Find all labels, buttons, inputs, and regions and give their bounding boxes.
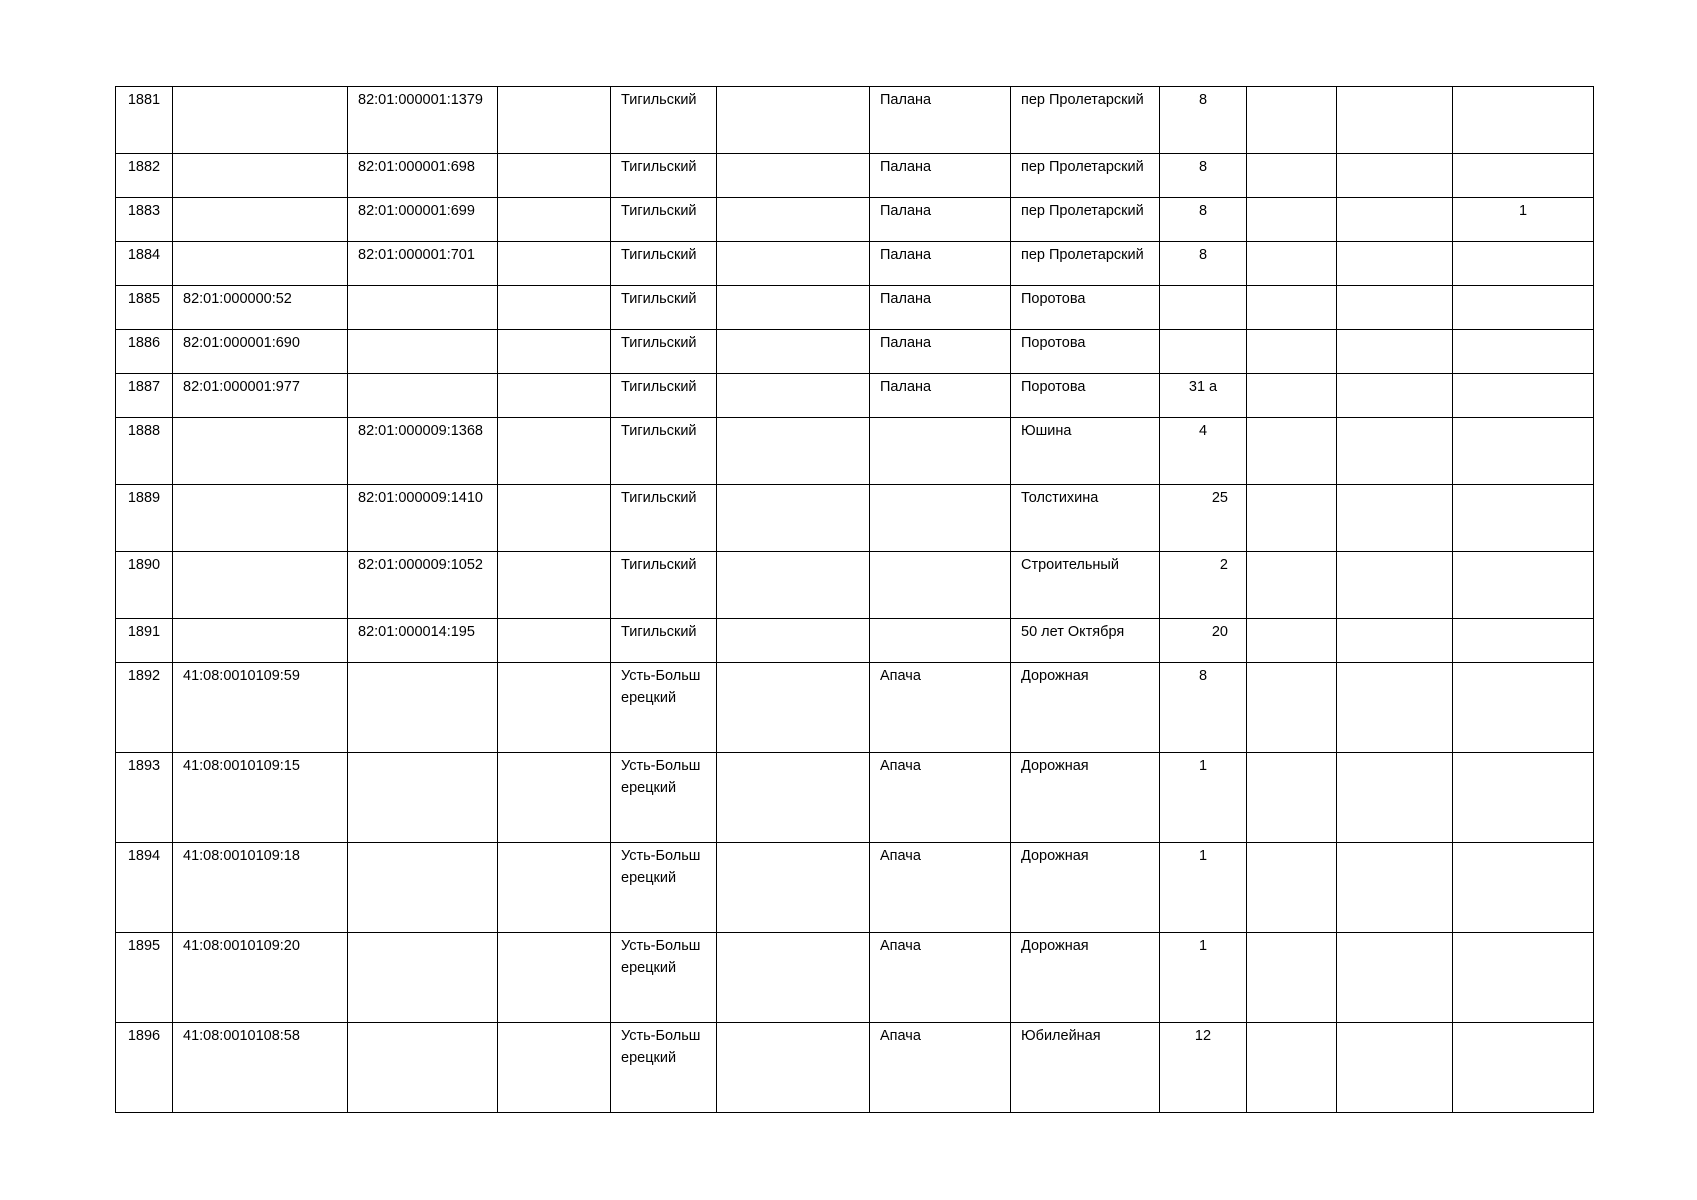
table-row [116,374,1594,418]
register-table [115,86,1594,1113]
district-cell: Тигильский [611,552,717,619]
district-cell: Тигильский [611,485,717,552]
settlement-cell: Апача [870,843,1011,933]
district-cell: Тигильский [611,198,717,242]
building-cadastral-number-cell: 82:01:000009:1410 [348,485,498,552]
extra-value-cell [1453,154,1594,198]
empty-cell [498,552,611,619]
empty-cell [1247,619,1337,663]
empty-cell [717,663,870,753]
empty-cell [1337,87,1453,154]
empty-cell [498,198,611,242]
table-row [116,154,1594,198]
extra-value-cell [1453,286,1594,330]
row-number-cell: 1884 [116,242,173,286]
table-row [116,330,1594,374]
district-cell: Тигильский [611,374,717,418]
cadastral-number-cell: 82:01:000001:977 [173,374,348,418]
empty-cell [717,242,870,286]
building-cadastral-number-cell: 82:01:000014:195 [348,619,498,663]
house-number-cell: 31 а [1160,374,1247,418]
empty-cell [498,933,611,1023]
table-row [116,619,1594,663]
district-cell: Тигильский [611,87,717,154]
settlement-cell: Апача [870,753,1011,843]
house-number-cell: 1 [1160,933,1247,1023]
empty-cell [498,418,611,485]
district-cell: Тигильский [611,619,717,663]
street-cell: пер Пролетарский [1011,242,1160,286]
row-number-cell: 1887 [116,374,173,418]
house-number-cell: 20 [1160,619,1247,663]
building-cadastral-number-cell: 82:01:000001:699 [348,198,498,242]
cadastral-number-cell [173,87,348,154]
house-number-cell: 8 [1160,242,1247,286]
empty-cell [1247,418,1337,485]
building-cadastral-number-cell [348,330,498,374]
settlement-cell: Апача [870,663,1011,753]
extra-value-cell [1453,1023,1594,1113]
row-number-cell: 1882 [116,154,173,198]
empty-cell [717,753,870,843]
empty-cell [717,87,870,154]
district-cell: Тигильский [611,154,717,198]
street-cell: Толстихина [1011,485,1160,552]
settlement-cell: Палана [870,154,1011,198]
row-number-cell: 1885 [116,286,173,330]
empty-cell [498,87,611,154]
extra-value-cell [1453,843,1594,933]
house-number-cell: 12 [1160,1023,1247,1113]
building-cadastral-number-cell [348,753,498,843]
empty-cell [498,374,611,418]
empty-cell [717,198,870,242]
building-cadastral-number-cell: 82:01:000009:1052 [348,552,498,619]
empty-cell [717,330,870,374]
extra-value-cell [1453,753,1594,843]
empty-cell [1337,374,1453,418]
table-row [116,198,1594,242]
empty-cell [1247,374,1337,418]
house-number-cell: 1 [1160,753,1247,843]
settlement-cell: Палана [870,87,1011,154]
row-number-cell: 1881 [116,87,173,154]
table-row [116,418,1594,485]
settlement-cell [870,418,1011,485]
table-row [116,753,1594,843]
district-cell: Усть-Большерецкий [611,843,717,933]
cadastral-number-cell: 41:08:0010109:59 [173,663,348,753]
empty-cell [1247,753,1337,843]
empty-cell [1337,552,1453,619]
building-cadastral-number-cell [348,286,498,330]
row-number-cell: 1893 [116,753,173,843]
district-cell: Тигильский [611,242,717,286]
extra-value-cell [1453,663,1594,753]
settlement-cell: Палана [870,242,1011,286]
row-number-cell: 1895 [116,933,173,1023]
cadastral-number-cell [173,418,348,485]
house-number-cell: 1 [1160,843,1247,933]
cadastral-number-cell: 82:01:000000:52 [173,286,348,330]
street-cell: Поротова [1011,286,1160,330]
building-cadastral-number-cell: 82:01:000001:701 [348,242,498,286]
extra-value-cell [1453,552,1594,619]
empty-cell [1247,154,1337,198]
table-row [116,933,1594,1023]
street-cell: Строительный [1011,552,1160,619]
settlement-cell [870,552,1011,619]
row-number-cell: 1892 [116,663,173,753]
row-number-cell: 1896 [116,1023,173,1113]
empty-cell [1337,933,1453,1023]
empty-cell [717,485,870,552]
cadastral-number-cell [173,154,348,198]
empty-cell [717,418,870,485]
table-row [116,843,1594,933]
building-cadastral-number-cell [348,933,498,1023]
building-cadastral-number-cell [348,843,498,933]
extra-value-cell [1453,619,1594,663]
settlement-cell: Апача [870,933,1011,1023]
table-row [116,663,1594,753]
empty-cell [498,242,611,286]
cadastral-number-cell [173,485,348,552]
row-number-cell: 1886 [116,330,173,374]
house-number-cell: 2 [1160,552,1247,619]
empty-cell [1337,663,1453,753]
cadastral-number-cell: 82:01:000001:690 [173,330,348,374]
empty-cell [1337,485,1453,552]
house-number-cell: 4 [1160,418,1247,485]
building-cadastral-number-cell [348,1023,498,1113]
extra-value-cell [1453,933,1594,1023]
settlement-cell [870,485,1011,552]
row-number-cell: 1888 [116,418,173,485]
cadastral-number-cell [173,242,348,286]
table-row [116,242,1594,286]
empty-cell [1247,87,1337,154]
district-cell: Усть-Большерецкий [611,753,717,843]
cadastral-number-cell: 41:08:0010109:15 [173,753,348,843]
row-number-cell: 1883 [116,198,173,242]
street-cell: Дорожная [1011,753,1160,843]
empty-cell [1337,418,1453,485]
empty-cell [498,1023,611,1113]
empty-cell [1247,242,1337,286]
empty-cell [1337,753,1453,843]
settlement-cell: Палана [870,286,1011,330]
empty-cell [1337,330,1453,374]
cadastral-number-cell: 41:08:0010109:20 [173,933,348,1023]
district-cell: Усть-Большерецкий [611,663,717,753]
table-row [116,552,1594,619]
empty-cell [1247,933,1337,1023]
building-cadastral-number-cell: 82:01:000001:698 [348,154,498,198]
empty-cell [498,753,611,843]
building-cadastral-number-cell [348,663,498,753]
district-cell: Тигильский [611,330,717,374]
street-cell: Поротова [1011,374,1160,418]
empty-cell [1247,286,1337,330]
building-cadastral-number-cell: 82:01:000001:1379 [348,87,498,154]
settlement-cell: Апача [870,1023,1011,1113]
street-cell: Дорожная [1011,843,1160,933]
street-cell: Юбилейная [1011,1023,1160,1113]
house-number-cell: 25 [1160,485,1247,552]
table-body [116,87,1594,1113]
street-cell: Поротова [1011,330,1160,374]
empty-cell [1247,485,1337,552]
district-cell: Усть-Большерецкий [611,933,717,1023]
table-row [116,1023,1594,1113]
cadastral-number-cell: 41:08:0010108:58 [173,1023,348,1113]
empty-cell [1247,843,1337,933]
empty-cell [1247,663,1337,753]
empty-cell [1337,843,1453,933]
empty-cell [498,330,611,374]
empty-cell [1247,1023,1337,1113]
table-row [116,87,1594,154]
street-cell: Дорожная [1011,933,1160,1023]
settlement-cell: Палана [870,330,1011,374]
empty-cell [1337,619,1453,663]
row-number-cell: 1891 [116,619,173,663]
empty-cell [498,843,611,933]
row-number-cell: 1894 [116,843,173,933]
extra-value-cell [1453,374,1594,418]
empty-cell [717,286,870,330]
house-number-cell [1160,286,1247,330]
table-row [116,485,1594,552]
house-number-cell: 8 [1160,198,1247,242]
table-row [116,286,1594,330]
empty-cell [717,843,870,933]
empty-cell [717,374,870,418]
cadastral-number-cell: 41:08:0010109:18 [173,843,348,933]
house-number-cell [1160,330,1247,374]
street-cell: Дорожная [1011,663,1160,753]
empty-cell [1337,242,1453,286]
building-cadastral-number-cell: 82:01:000009:1368 [348,418,498,485]
street-cell: пер Пролетарский [1011,198,1160,242]
extra-value-cell [1453,418,1594,485]
settlement-cell: Палана [870,198,1011,242]
settlement-cell [870,619,1011,663]
empty-cell [498,286,611,330]
empty-cell [717,154,870,198]
district-cell: Тигильский [611,286,717,330]
empty-cell [1247,330,1337,374]
house-number-cell: 8 [1160,154,1247,198]
extra-value-cell [1453,242,1594,286]
street-cell: Юшина [1011,418,1160,485]
district-cell: Усть-Большерецкий [611,1023,717,1113]
street-cell: пер Пролетарский [1011,154,1160,198]
empty-cell [1337,198,1453,242]
cadastral-number-cell [173,619,348,663]
building-cadastral-number-cell [348,374,498,418]
empty-cell [717,619,870,663]
empty-cell [1337,154,1453,198]
empty-cell [498,485,611,552]
street-cell: 50 лет Октября [1011,619,1160,663]
row-number-cell: 1889 [116,485,173,552]
empty-cell [498,619,611,663]
extra-value-cell [1453,87,1594,154]
empty-cell [498,154,611,198]
extra-value-cell [1453,330,1594,374]
empty-cell [1247,198,1337,242]
cadastral-number-cell [173,198,348,242]
extra-value-cell: 1 [1453,198,1594,242]
street-cell: пер Пролетарский [1011,87,1160,154]
row-number-cell: 1890 [116,552,173,619]
empty-cell [717,1023,870,1113]
settlement-cell: Палана [870,374,1011,418]
empty-cell [1247,552,1337,619]
house-number-cell: 8 [1160,87,1247,154]
empty-cell [498,663,611,753]
empty-cell [1337,286,1453,330]
district-cell: Тигильский [611,418,717,485]
house-number-cell: 8 [1160,663,1247,753]
extra-value-cell [1453,485,1594,552]
empty-cell [1337,1023,1453,1113]
empty-cell [717,933,870,1023]
empty-cell [717,552,870,619]
cadastral-number-cell [173,552,348,619]
